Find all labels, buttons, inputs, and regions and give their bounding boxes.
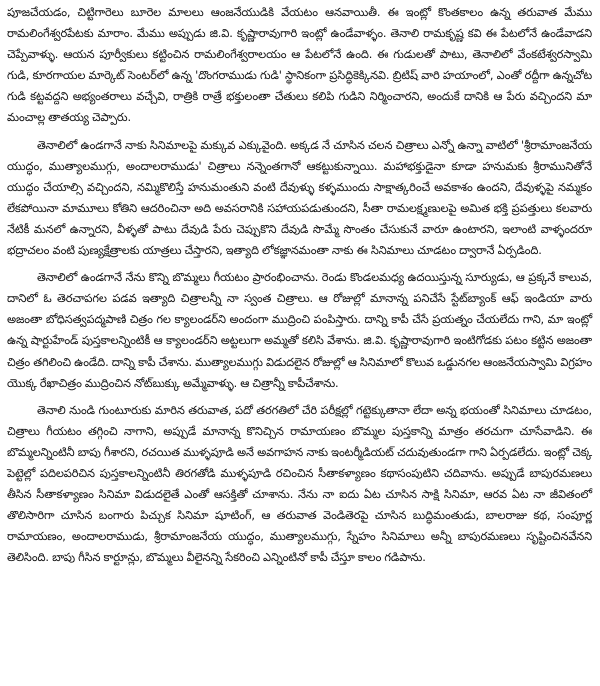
paragraph-2: తెనాలిలో ఉండగానే నాకు సినిమాలపై మక్కువ ఎక్కువైంది. అక్కడ నే చూసిన చలన చిత్రాలు ఎన్నో ఉన్నా వాటిలో 'శ్రీరామాంజనేయ యుద్ధం, ముత్యాలముగ్గు, అందాలరాముడు' చిత్రాలు నన్నెంతగానో ఆకట్టుకున్నాయి. మహాభక్తుడైనా కూడా హనుమకు శ్రీరామునితోనే యుద్ధం చేయాల్సి వచ్చిందని, నమ్మికొలిస్తే హనుమంతుని వంటి దేవుళ్ళు కళ్ళముందు సాక్షాత్కరించే అవకాశం ఉందని, దేవుళ్ళపై నమ్మకం లేకపోయినా మామూలు కోతిని ఆదరించినా అది అవసరానికి సహాయపడుతుందని, సీతా రామలక్ష్మణులపై అమిత భక్తి ప్రపత్తులు కలవారు నేటికీ మనలో ఉన్నారని, వీళ్ళతో పాటు దేవుడి పేరు చెప్పుకొని దేవుడి సొమ్మే సొంతం చేసుకునే వారూ ఉంటారని, ఇలాంటి వాళ్ళందరూ భద్రాచలం వంటి పుణ్యక్షేత్రాలకు యాత్రలు చేస్తారని, ఇత్యాది లోకజ్ఞానమంతా నాకు ఈ సినిమాలు చూడటం ద్వారానే ఏర్పడింది. [7, 137, 592, 258]
paragraph-1: పూజచేయడం, చిట్టిగారెలు బూరెల మాలలు ఆంజనేయుడికి వేయటం ఆనవాయితీ. ఈ ఇంట్లో కొంతకాలం ఉన్న తరువాత మేము రామలింగేశ్వరపేటకు మారాం. మేము అప్పుడు జి.వి. కృష్ణారావుగారి ఇంట్లో ఉండేవాళ్ళం. తెనాలి రామకృష్ణ కవి ఈ పేటలోనే ఉండేవాడని చెప్పేవాళ్ళు. ఆయన పూర్వీకులు కట్టించిన రామలింగేశ్వరాలయం ఆ పేటలోనే ఉంది. ఈ గుడులతో పాటు, తెనాలిలో వేంకటేశ్వరస్వామి గుడి, కూరగాయల మార్కెట్ సెంటర్‌లో ఉన్న 'దొంగరాముడు గుడి' స్థానికంగా ప్రసిద్ధికెక్కినవి. బ్రిటిష్ వారి హయాంలో, ఎంతో రద్దీగా ఉన్నచోట గుడి కట్టవద్దని అభ్యంతరాలు వచ్చేవి, రాత్రికి రాత్రే భక్తులంతా చేతులు కలిపి గుడిని నిర్మించారని, అందుకే దానికి ఆ పేరు వచ్చిందని మా మంచాల్ల తాతయ్య చెప్పారు. [7, 5, 592, 125]
paragraph-3: తెనాలిలో ఉండగానే నేను కొన్ని బొమ్మలు గీయటం ప్రారంభించాను. రెండు కొండలమధ్య ఉదయిస్తున్న సూర్యుడు, ఆ ప్రక్కనే కాలువ, దానిలో ఓ తెరచాపగల పడవ ఇత్యాది చిత్రాలన్నీ నా స్వంత చిత్రాలు. ఆ రోజుల్లో మానాన్న పనిచేసే స్టేట్‌బ్యాంక్ ఆఫ్ ఇండియా వారు అజంతా బోధిసత్వపద్మపాణి చిత్రం గల క్యాలండర్‌ని అందంగా ముద్రించి పంపిస్తారు. దాన్ని కాపీ చేసే ప్రయత్నం చేయలేదు గాని, మా ఇంట్లో ఉన్న షార్టుహేండ్ పుస్తకాలన్నింటికీ ఆ క్యాలండర్‌ని అట్టలుగా అమ్మతో కలిసి వేశాను. జి.వి. కృష్ణారావుగారి ఇంటిగోడకు పటం కట్టిన అజంతా చిత్రం తగిలించి ఉండేది. దాన్ని కాపీ చేశాను. ముత్యాలముగ్గు విడుదలైన రోజుల్లో ఆ సినిమాలో కొలువ ఒడ్డునగల ఆంజనేయస్వామి విగ్రహం యొక్క రేఖాచిత్రం ముద్రించిన నోట్‌బుక్కు అమ్మేవాళ్ళు. ఆ చిత్రాన్నీ కాపీచేశాను. [7, 270, 592, 390]
paragraph-4: తెనాలి నుండి గుంటూరుకు మారిన తరువాత, పదో తరగతిలో చేరి పరీక్షల్లో గట్టెక్కుతానా లేదా అన్న భయంతో సినిమాలు చూడటం, చిత్రాలు గీయటం తగ్గించి నాగాని, అప్పుడే మానాన్న కొనిచ్చిన రామాయణం బొమ్మల పుస్తకాన్ని మాత్రం తరచుగా చూసేవాడిని. ఈ బొమ్మలన్నింటినీ బాపు గీశారని, రచయిత ముళ్ళపూడి అనే అవగాహన నాకు ఇంటర్మీడియట్ చదువుతుండగా గాని ఏర్పడలేదు. ఇంట్లో చెక్క పెట్టెల్లో పదిలపరిచిన పుస్తకాలన్నింటినీ తిరగతోడి ముళ్ళపూడి రచించిన సీతాకళ్యాణం కథాసంపుటిని చదివాను. అప్పుడే బాపురమణలు తీసిన సీతాకళ్యాణం సినిమా విడుదలైతే ఎంతో ఆసక్తితో చూశాను. నేను నా ఐదు ఏట చూసిన సాక్షి సినిమా, ఆరవ ఏట నా జీవితంలో తొలిసారిగా చూసిన బంగారు పిచ్చుక సినిమా షూటింగ్, ఆ తరువాత వెండితెరపై చూసిన బుద్ధిమంతుడు, బాలరాజు కథ, సంపూర్ణ రామాయణం, అందాలరాముడు, శ్రీరామాంజనేయ యుద్ధం, ముత్యాలముగ్గు, స్నేహం సినిమాలు అన్నీ బాపురమణలు సృష్టించినవేనని తెలిసింది. బాపు గీసిన కార్టూన్లు, బొమ్మలు వీలైనన్ని సేకరించి ఎన్నింటినో కాపీ చేస్తూ కాలం గడిపాను. [7, 402, 592, 565]
